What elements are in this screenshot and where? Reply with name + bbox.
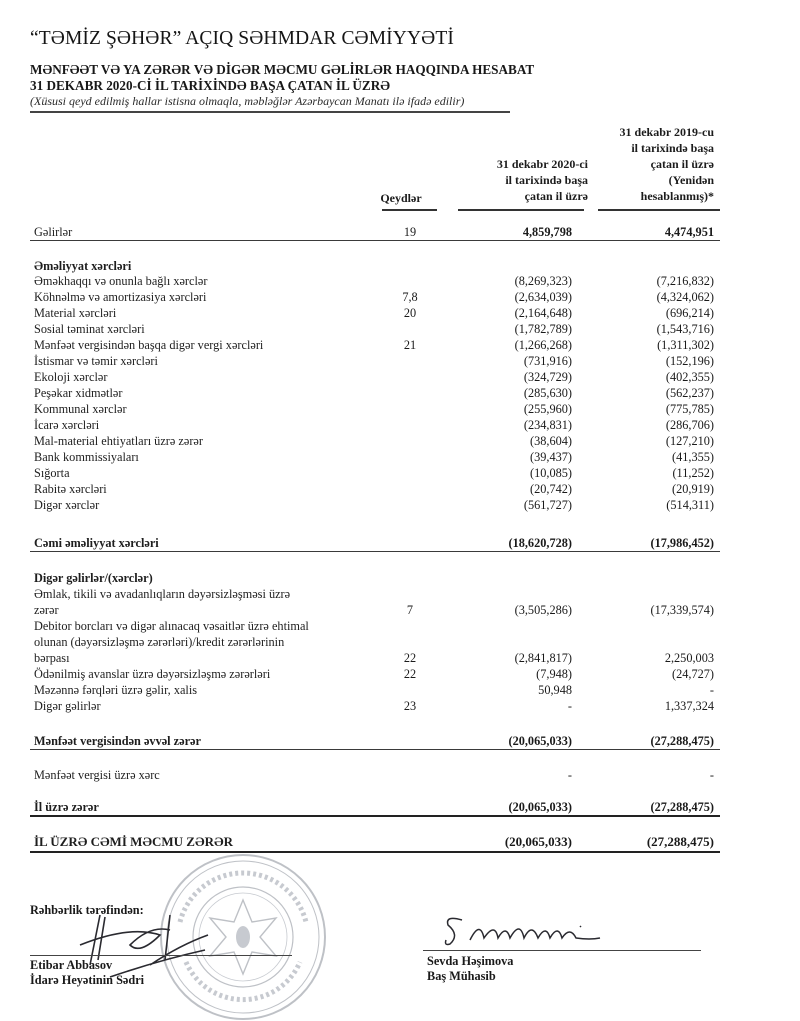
table-row: [34, 385, 722, 401]
value-2020: (255,960): [523, 402, 572, 416]
row-label: Bank kommissiyaları: [34, 450, 139, 464]
value-2020: (2,634,039): [514, 290, 572, 304]
value-2020: (2,841,817): [514, 651, 572, 665]
value-2019: 1,337,324: [664, 699, 714, 713]
value-2020: (1,782,789): [514, 322, 572, 336]
title-divider: [30, 111, 510, 113]
value-2020: (561,727): [523, 498, 572, 512]
report-period: 31 DEKABR 2020-Cİ İL TARİXİNDƏ BAŞA ÇATAN İL ÜZRƏ: [30, 78, 390, 93]
row-label: bərpası: [34, 651, 70, 665]
value-2020: (7,948): [536, 667, 572, 681]
value-2020: (39,437): [529, 450, 572, 464]
section-heading-other: [34, 570, 722, 586]
row-note: 7: [406, 603, 414, 617]
row-label: Kommunal xərclər: [34, 402, 127, 416]
signature-line-right: [423, 950, 701, 951]
row-label: Rabitə xərcləri: [34, 482, 107, 496]
row-label: Gəlirlər: [34, 225, 73, 239]
value-2019: (27,288,475): [650, 734, 714, 748]
column-header-2019-line: çatan il üzrə: [650, 157, 714, 171]
header-rule-2020: [458, 209, 584, 211]
row-label: Əmlak, tikili və avadanlıqların dəyərsizləşməsi üzrə: [34, 587, 291, 601]
row-label: Mənfəət vergisindən əvvəl zərər: [34, 734, 201, 748]
value-2020: (234,831): [523, 418, 572, 432]
table-row: [34, 682, 722, 698]
value-2020: 50,948: [538, 683, 572, 697]
row-total-comprehensive-loss: [34, 834, 722, 850]
column-header-2020-line: il tarixində başa: [505, 173, 588, 187]
row-year-loss: [34, 799, 722, 815]
table-row: [34, 401, 722, 417]
column-header-2019-line: hesablanmış)*: [640, 189, 714, 203]
row-label: Digər gəlirlər: [34, 699, 101, 713]
row-income-tax: [34, 767, 722, 783]
value-2020: (18,620,728): [508, 536, 572, 550]
value-2019: (27,288,475): [646, 834, 714, 849]
section-heading-label: Əməliyyat xərcləri: [34, 259, 132, 273]
value-2019: (514,311): [666, 498, 714, 512]
value-2019: (17,339,574): [650, 603, 714, 617]
row-label: Sığorta: [34, 466, 70, 480]
value-2019: (1,311,302): [657, 338, 714, 352]
table-row: [34, 586, 722, 618]
row-label: zərər: [34, 603, 59, 617]
value-2019: (402,355): [665, 370, 714, 384]
row-label: Peşəkar xidmətlər: [34, 386, 123, 400]
table-row: [34, 417, 722, 433]
column-header-2020: [440, 156, 588, 204]
value-2020: (285,630): [523, 386, 572, 400]
value-2019: (41,355): [671, 450, 714, 464]
row-label: Cəmi əməliyyat xərcləri: [34, 536, 159, 550]
value-2019: (127,210): [665, 434, 714, 448]
column-header-2019-line: (Yenidən: [668, 173, 714, 187]
row-label: İstismar və təmir xərcləri: [34, 354, 158, 368]
value-2019: (696,214): [665, 306, 714, 320]
table-row: [34, 273, 722, 289]
table-row: [34, 289, 722, 305]
value-2020: (8,269,323): [514, 274, 572, 288]
row-label: Mal-material ehtiyatları üzrə zərər: [34, 434, 203, 448]
value-2020: (20,742): [529, 482, 572, 496]
signature-sevda-icon: [440, 910, 640, 950]
row-label: Debitor borcları və digər alınacaq vəsaitlər üzrə ehtimal: [34, 619, 309, 633]
header-rule-notes: [382, 209, 437, 211]
row-note: 21: [403, 338, 417, 352]
value-2020: (731,916): [523, 354, 572, 368]
divider: [30, 851, 720, 853]
column-header-2019: [590, 124, 714, 204]
value-2019: (27,288,475): [650, 800, 714, 814]
row-note: 7,8: [402, 290, 418, 304]
table-row: [34, 497, 722, 513]
table-row: [34, 353, 722, 369]
row-total-operating: [34, 535, 722, 551]
section-heading-operating: [34, 258, 722, 274]
signatures-heading: Rəhbərlik tərəfindən:: [30, 903, 144, 917]
value-2019: (11,252): [672, 466, 714, 480]
value-2019: (152,196): [665, 354, 714, 368]
value-2019: (7,216,832): [656, 274, 714, 288]
value-2020: (20,065,033): [508, 800, 572, 814]
column-header-notes: Qeydlər: [380, 191, 422, 205]
value-2019: (562,237): [665, 386, 714, 400]
company-title: “TƏMİZ ŞƏHƏR” AÇIQ SƏHMDAR CƏMİYYƏTİ: [30, 28, 454, 49]
table-row: [34, 337, 722, 353]
row-label: Mənfəət vergisindən başqa digər vergi xərcləri: [34, 338, 264, 352]
value-2019: (775,785): [665, 402, 714, 416]
value-2020: (2,164,648): [514, 306, 572, 320]
row-note: 22: [403, 651, 417, 665]
signatory-right-name: Sevda Həşimova: [427, 954, 514, 968]
value-2019: (286,706): [665, 418, 714, 432]
table-row: [34, 618, 722, 666]
row-label: Sosial təminat xərcləri: [34, 322, 145, 336]
table-row: [34, 465, 722, 481]
currency-note: (Xüsusi qeyd edilmiş hallar istisna olmaqla, məbləğlər Azərbaycan Manatı ilə ifadə edilir): [30, 94, 465, 108]
table-row: [34, 433, 722, 449]
column-header-2019-line: 31 dekabr 2019-cu: [619, 125, 714, 139]
column-header-2019-line: il tarixində başa: [631, 141, 714, 155]
value-2020: (3,505,286): [514, 603, 572, 617]
row-label: Ekoloji xərclər: [34, 370, 108, 384]
value-2020: (1,266,268): [514, 338, 572, 352]
signature-line-left: [30, 955, 292, 956]
value-2020: -: [567, 768, 572, 782]
table-row: [34, 698, 722, 714]
row-pretax-loss: [34, 733, 722, 749]
row-label: Əməkhaqqı və onunla bağlı xərclər: [34, 274, 208, 288]
row-note: 23: [403, 699, 417, 713]
section-heading-label: Digər gəlirlər/(xərclər): [34, 571, 153, 585]
value-2020: (10,085): [529, 466, 572, 480]
column-header-2020-line: çatan il üzrə: [524, 189, 588, 203]
column-header-2020-line: 31 dekabr 2020-ci: [496, 157, 588, 171]
row-label: Digər xərclər: [34, 498, 100, 512]
row-label: İcarə xərcləri: [34, 418, 100, 432]
value-2019: 4,474,951: [664, 225, 714, 239]
table-row: [34, 481, 722, 497]
value-2020: (20,065,033): [508, 734, 572, 748]
row-label: olunan (dəyərsizləşmə zərərləri)/kredit zərərlərinin: [34, 635, 285, 649]
value-2020: (20,065,033): [504, 834, 572, 849]
row-label: İl üzrə zərər: [34, 800, 99, 814]
header-rule-2019: [598, 209, 720, 211]
row-label: Köhnəlmə və amortizasiya xərcləri: [34, 290, 207, 304]
row-label: İL ÜZRƏ CƏMİ MƏCMU ZƏRƏR: [34, 834, 233, 849]
signatory-left-name: Etibar Abbasov: [30, 958, 113, 972]
value-2019: (17,986,452): [650, 536, 714, 550]
divider: [30, 815, 720, 817]
value-2019: (4,324,062): [656, 290, 714, 304]
table-row: [34, 305, 722, 321]
signatory-right: [427, 954, 513, 984]
value-2020: -: [567, 699, 572, 713]
value-2020: (38,604): [529, 434, 572, 448]
value-2020: 4,859,798: [522, 225, 572, 239]
row-note: 22: [403, 667, 417, 681]
table-row: [34, 369, 722, 385]
divider: [30, 240, 720, 241]
value-2019: (24,727): [671, 667, 714, 681]
value-2019: (1,543,716): [656, 322, 714, 336]
signatory-right-title: Baş Mühasib: [427, 969, 496, 983]
signatory-left-title: İdarə Heyətinin Sədri: [30, 973, 145, 987]
divider: [30, 749, 720, 750]
table-row: [34, 449, 722, 465]
row-label: Məzənnə fərqləri üzrə gəlir, xalis: [34, 683, 198, 697]
value-2019: (20,919): [671, 482, 714, 496]
row-note: 20: [403, 306, 417, 320]
row-label: Material xərcləri: [34, 306, 117, 320]
row-note: 19: [403, 225, 417, 239]
value-2019: -: [709, 768, 714, 782]
divider: [30, 551, 720, 552]
row-label: Mənfəət vergisi üzrə xərc: [34, 768, 160, 782]
table-row: [34, 321, 722, 337]
table-row: [34, 666, 722, 682]
row-revenue: [34, 224, 722, 240]
row-label: Ödənilmiş avanslar üzrə dəyərsizləşmə zərərləri: [34, 667, 271, 681]
value-2019: 2,250,003: [664, 651, 714, 665]
value-2020: (324,729): [523, 370, 572, 384]
report-title: MƏNFƏƏT VƏ YA ZƏRƏR VƏ DİGƏR MƏCMU GƏLİRLƏR HAQQINDA HESABAT: [30, 62, 535, 77]
value-2019: -: [709, 683, 714, 697]
signatory-left: [30, 958, 144, 988]
